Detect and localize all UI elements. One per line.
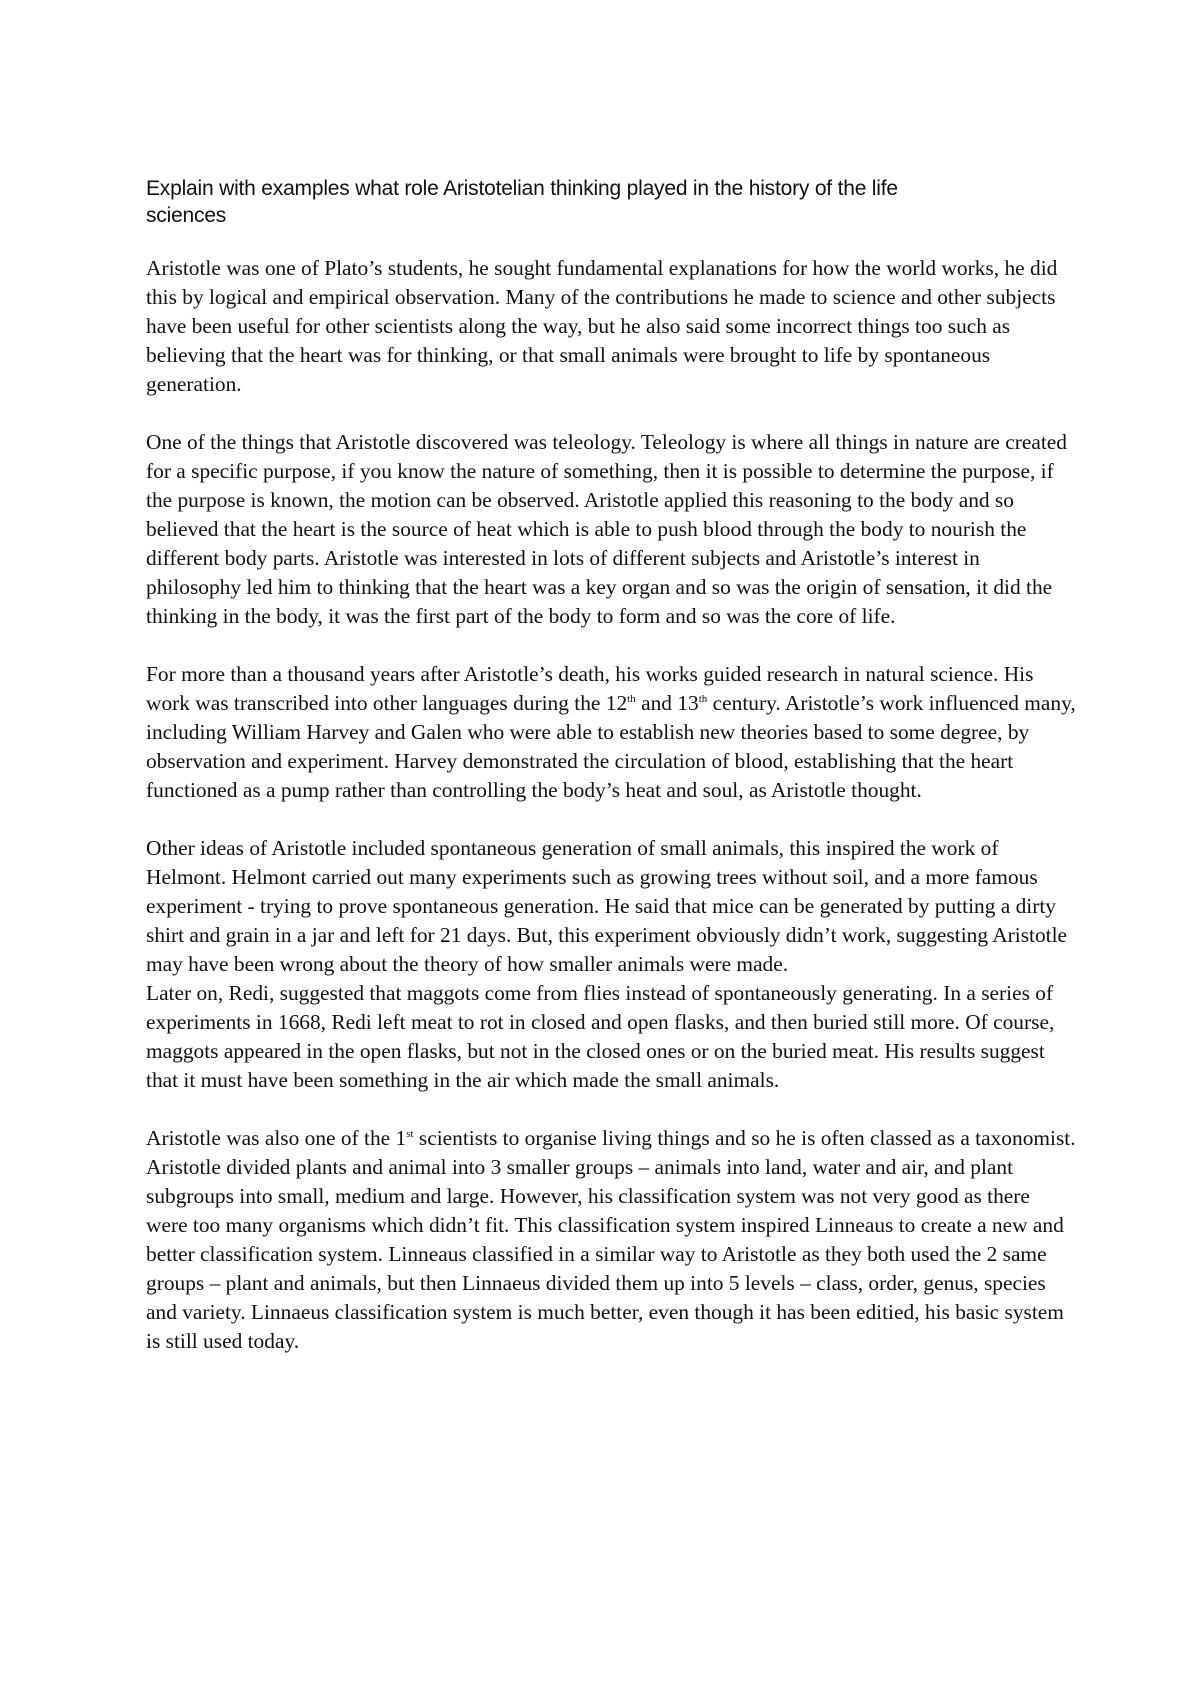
- paragraph-plato-students: Aristotle was one of Plato’s students, he sought fundamental explanations for how the world works, he did this by logical and empirical observation. Many of the contributions he made to science and other subjects have been useful for other scientists along the way, but he also said some incorrect things too such as believing that the heart was for thinking, or that small animals were brought to life by spontaneous generation.: [146, 256, 1058, 396]
- paragraph-taxonomy-text-1: Aristotle was also one of the 1: [146, 1126, 407, 1150]
- essay-title: Explain with examples what role Aristotelian thinking played in the history of the life sciences: [146, 177, 898, 227]
- superscript-th-1: th: [627, 692, 636, 705]
- paragraph-influence: [146, 660, 1076, 805]
- superscript-th-2: th: [698, 692, 708, 705]
- paragraph-influence-text-1: For more than a thousand years after Aristotle’s death, his works guided research in natural science. His work was transcribed into other languages during the 12: [146, 662, 1034, 715]
- paragraph-redi: Later on, Redi, suggested that maggots come from flies instead of spontaneously generating. In a series of experiments in 1668, Redi left meat to rot in closed and open flasks, and then buried still more. Of course, maggots appeared in the open flasks, but not in the closed ones or on the buried meat. His results suggest that it must have been something in the air which made the small animals.: [146, 981, 1055, 1092]
- paragraph-taxonomy: [146, 1124, 1076, 1356]
- document-body: [146, 175, 1076, 1385]
- paragraph-helmont: Other ideas of Aristotle included spontaneous generation of small animals, this inspired the work of Helmont. Helmont carried out many experiments such as growing trees without soil, and a more famous experiment - trying to prove spontaneous generation. He said that mice can be generated by putting a dirty shirt and grain in a jar and left for 21 days. But, this experiment obviously didn’t work, suggesting Aristotle may have been wrong about the theory of how smaller animals were made.: [146, 836, 1068, 976]
- paragraph-influence-text-3: century. Aristotle’s work influenced many, including William Harvey and Galen who were able to establish new theories based to some degree, by observation and experiment. Harvey demonstrated the circulation of blood, establishing that the heart functioned as a pump rather than controlling the body’s heat and soul, as Aristotle thought.: [146, 691, 1076, 802]
- paragraph-taxonomy-text-2: scientists to organise living things and so he is often classed as a taxonomist. Aristotle divided plants and animal into 3 smaller groups – animals into land, water and air, and plant subgroups into small, medium and large. However, his classification system was not very good as there were too many organisms which didn’t fit. This classification system inspired Linneaus to create a new and better classification system. Linneaus classified in a similar way to Aristotle as they both used the 2 same groups – plant and animals, but then Linnaeus divided them up into 5 levels – class, order, genus, species and variety. Linnaeus classification system is much better, even though it has been editied, his basic system is still used today.: [146, 1126, 1076, 1353]
- paragraph-teleology: One of the things that Aristotle discovered was teleology. Teleology is where all things in nature are created for a specific purpose, if you know the nature of something, then it is possible to determine the purpose, if the purpose is known, the motion can be observed. Aristotle applied this reasoning to the body and so believed that the heart is the source of heat which is able to push blood through the body to nourish the different body parts. Aristotle was interested in lots of different subjects and Aristotle’s interest in philosophy led him to thinking that the heart was a key organ and so was the origin of sensation, it did the thinking in the body, it was the first part of the body to form and so was the core of life.: [146, 430, 1067, 628]
- superscript-st: st: [406, 1127, 414, 1140]
- paragraph-influence-text-2: and 13: [635, 691, 699, 715]
